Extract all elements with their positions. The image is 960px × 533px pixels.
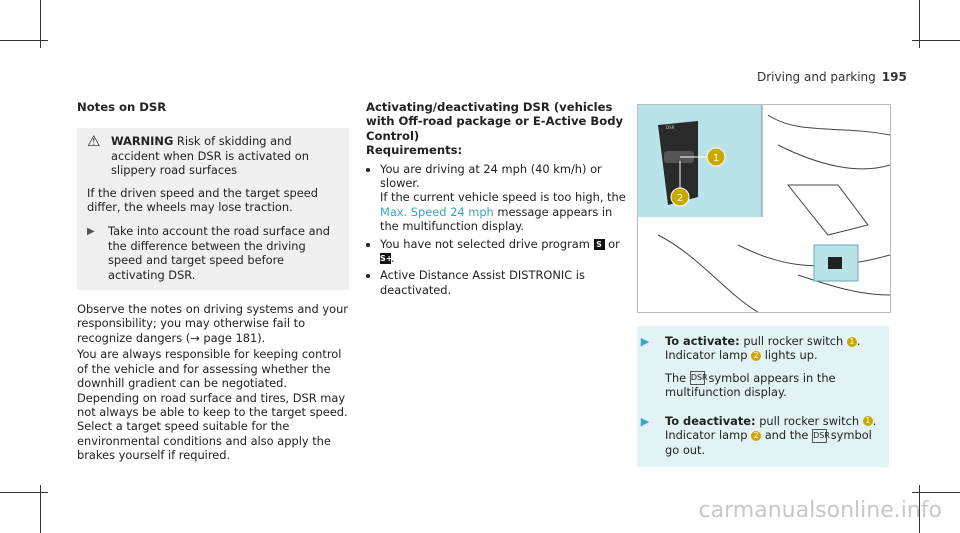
list-item [380,237,628,266]
section-title: Driving and parking [757,70,876,84]
warning-text: Risk of skidding and accident when DSR is activated on slippery road surfaces [111,134,309,178]
list-item-text: If the current vehicle speed is too high, the [380,190,626,205]
dsr-symbol-icon: DSR [812,429,827,443]
paragraph: Observe the notes on driving systems and your responsibility; you may otherwise fail to recognize dangers (→ page 181). [77,302,348,345]
warning-label: WARNING [111,134,174,149]
step-label: To activate: [665,334,740,348]
warning-action: Take into account the road surface and the difference between the driving speed and target speed before activating DSR. [108,224,331,282]
warning-body: If the driven speed and the target speed differ, the wheels may lose traction. [87,185,319,215]
step-text: symbol appears in the multifunction display. [665,370,836,400]
console-drawing [638,105,890,312]
paragraph: You are always responsible for keeping control of the vehicle and for assessing whether the downhill gradient can be negotiated. Depending on road surface and tires, DSR may not always be able to keep to the target speed. Select a target speed suitable for the environmental conditions and also apply the brakes yourself if required. [77,347,348,463]
requirements-heading: Requirements: [366,143,463,158]
step-text: . [872,413,877,428]
watermark: carmanualsonline.info [698,498,942,523]
step-text: Indicator lamp [665,348,748,363]
arrow-icon: ▶ [640,414,650,428]
drive-program-s-icon: S [594,239,605,250]
step-text: . [856,334,861,348]
list-item-text: You are driving at 24 mph (40 km/h) or slower. [380,161,602,191]
section-heading: Notes on DSR [77,100,167,114]
display-message: Max. Speed 24 mph [380,204,494,219]
list-item: • Active Distance Assist DISTRONIC is deactivated. [380,268,628,297]
callout-1: 1 [712,153,720,164]
crop-mark [912,492,960,493]
deactivate-step [637,414,889,457]
drive-program-s-plus-icon: S+ [380,254,393,264]
switch-illustration [637,104,891,313]
instruction-block [637,326,889,467]
running-header [757,70,907,84]
warning-icon: ⚠ [87,132,101,151]
crop-mark [0,492,48,493]
callout-marker-2: 2 [751,351,761,361]
callout-2: 2 [676,193,684,204]
list-item [380,162,628,234]
step-text: lights up. [764,348,818,363]
callout-marker-2: 2 [751,431,761,441]
requirements-list [366,162,628,298]
list-item-text: or [608,236,620,251]
crop-mark [912,40,960,41]
step-label: To deactivate: [665,413,756,428]
switch-label: DSR [666,125,675,130]
crop-mark [0,40,48,41]
activate-step [637,334,889,400]
arrow-icon: ▶ [87,226,95,238]
step-text: The [665,370,687,385]
step-text: Indicator lamp [665,428,748,443]
callout-marker-1: 1 [847,337,857,347]
column-left [77,100,349,463]
column-middle [366,100,628,300]
section-heading: Activating/deactivating DSR (vehicles with Off-road package or E-Active Body Control) [366,100,624,143]
page-number: 195 [881,70,907,84]
step-text: pull rocker switch [743,334,844,348]
step-text: pull rocker switch [759,413,860,428]
list-item-text: You have not selected drive program [380,236,590,251]
step-text: symbol go out. [665,428,872,457]
list-item-text: . [391,251,395,266]
warning-box [77,128,349,290]
callout-marker-1: 1 [863,416,873,426]
list-item-text: message appears in the multifunction display. [380,204,613,234]
dsr-symbol-icon: DSR [690,371,705,385]
arrow-icon: ▶ [640,335,650,348]
step-text: and the [764,428,809,443]
